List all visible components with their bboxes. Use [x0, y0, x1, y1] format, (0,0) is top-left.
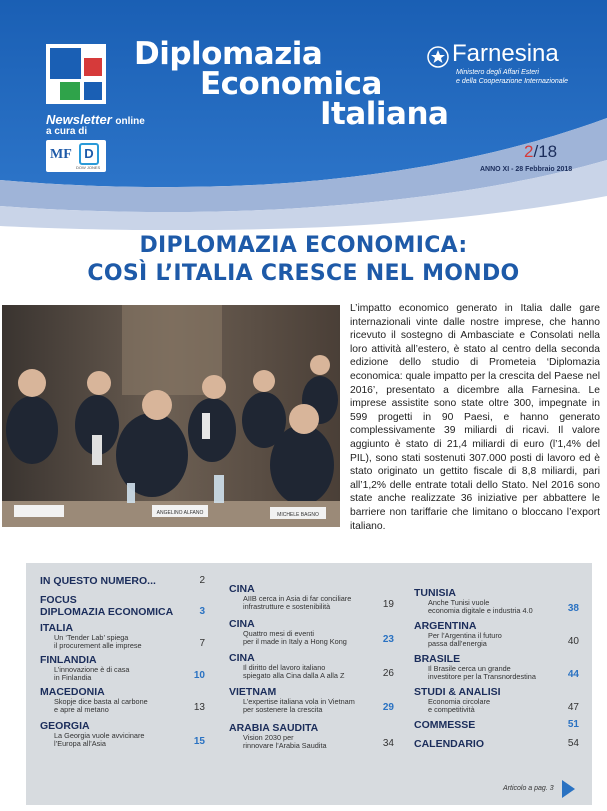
issue-date: ANNO XI - 28 Febbraio 2018 — [480, 166, 573, 173]
toc-entry-description: Quattro mesi di eventi per il made in Italy a Hong Kong — [243, 629, 347, 647]
headline — [0, 232, 607, 288]
toc-entry-page: 15 — [193, 736, 205, 747]
masthead-line-3: Italiana — [320, 96, 449, 132]
toc-entry[interactable] — [40, 575, 205, 587]
toc-entry-page: 10 — [193, 670, 205, 681]
masthead-line-2: Economica — [200, 66, 382, 102]
ministry-subtitle-line-2: e della Cooperazione Internazionale — [456, 78, 569, 85]
table-of-contents — [26, 563, 592, 805]
toc-entry-title: ARABIA SAUDITA — [229, 722, 319, 734]
toc-entry-page: 7 — [199, 638, 205, 649]
toc-entry-description: Per l’Argentina il futuro passa dall’energia — [428, 631, 502, 649]
toc-entry-description: Il Brasile cerca un grande investitore per la Transnordestina — [428, 664, 536, 682]
toc-entry-title: ITALIA — [40, 622, 74, 634]
toc-entry[interactable] — [40, 654, 205, 683]
toc-entry-description: Skopje dice basta al carbone e apre al metano — [54, 697, 148, 715]
toc-entry-description: La Georgia vuole avvicinare l’Europa all’Asia — [54, 731, 145, 749]
nameplate-1: ANGELINO ALFANO — [156, 510, 204, 516]
toc-entry-description: Economia circolare e competitività — [428, 697, 491, 715]
toc-entry-title: GEORGIA — [40, 720, 90, 732]
toc-entry-title: FOCUS DIPLOMAZIA ECONOMICA — [40, 594, 174, 618]
toc-entry[interactable] — [414, 653, 579, 682]
toc-entry-description: L’expertise italiana vola in Vietnam per sostenere la crescita — [243, 697, 355, 715]
issue-year: /18 — [533, 142, 558, 161]
toc-entry-title: TUNISIA — [414, 587, 456, 599]
toc-entry-page: 47 — [567, 702, 579, 713]
toc-entry-page: 44 — [567, 669, 579, 680]
dow-jones-caption: DOW JONES — [76, 165, 101, 170]
lead-article: L’impatto economico generato in Italia dalle gare internazionali vinte dalle nostre imprese, che hanno ricevuto il sostegno di Ambasciate e Consolati nella loro attività all’estero, è stato al centro della seconda edizione dello studio di Prometeia ‘Diplomazia economica: quale impatto per la crescita del Paese nel 2016’, presentato a dicembre alla Farnesina. Le imprese assistite sono state oltre 300, impegnate in 599 progetti in 90 Paesi, e hanno generato complessivamente 39 miliardi di ricavi. Il valore aggiunto è stato di 21,4 miliardi di euro (l’1,4% del PIL), sono stati sostenuti 307.000 posti di lavoro ed è stato originato un gettito fiscale di 8,8 miliardi, pari all’1,2% delle entrate totali dello Stato. Nel 2016 sono state anche realizzate 36 iniziative per abbattere le barriere non tariffarie che limitano o bloccano l’export italiano. — [350, 303, 600, 532]
newsletter-label — [46, 112, 145, 127]
toc-entry-page: 26 — [382, 668, 394, 679]
issue-number-value: 2 — [524, 142, 534, 161]
toc-entry-description: Un ‘Tender Lab’ spiega il procurement alle imprese — [54, 633, 142, 651]
toc-entry[interactable] — [40, 720, 205, 749]
toc-entry[interactable] — [229, 722, 394, 751]
toc-entry[interactable] — [229, 652, 394, 681]
conference-photo — [2, 305, 340, 527]
ministry-subtitle-line-1: Ministero degli Affari Esteri — [456, 69, 539, 76]
toc-entry-title: MACEDONIA — [40, 686, 105, 698]
toc-entry-description: Il diritto del lavoro italiano spiegato alla Cina dalla A alla Z — [243, 663, 345, 681]
ministry-subtitle — [456, 68, 568, 86]
toc-entry-title: COMMESSE — [414, 719, 476, 731]
toc-entry[interactable] — [229, 686, 394, 715]
toc-entry-description: AIIB cerca in Asia di far conciliare infrastrutture e sostenibilità — [243, 594, 352, 612]
toc-entry-page: 38 — [567, 603, 579, 614]
d-logo-text: D — [79, 143, 99, 165]
toc-entry-title: VIETNAM — [229, 686, 277, 698]
toc-entry-title: CINA — [229, 652, 255, 664]
toc-entry-page: 13 — [193, 702, 205, 713]
toc-entry[interactable] — [414, 587, 579, 616]
toc-entry-title: CINA — [229, 618, 255, 630]
a-cura-di-label: a cura di — [46, 126, 88, 137]
ministry-name: Farnesina — [452, 40, 559, 67]
continue-note: Articolo a pag. 3 — [503, 785, 554, 792]
online-word: online — [115, 116, 145, 127]
toc-entry-page: 2 — [199, 575, 205, 586]
nameplate-2: MICHELE BAGNO — [277, 512, 319, 518]
toc-entry-description: L’innovazione è di casa in Finlandia — [54, 665, 130, 683]
toc-entry-page: 3 — [199, 606, 205, 617]
partner-logo — [46, 140, 106, 172]
next-page-arrow-icon[interactable] — [562, 780, 575, 798]
toc-entry[interactable] — [229, 618, 394, 647]
mf-logo-text: MF — [50, 147, 72, 162]
toc-entry[interactable] — [414, 686, 579, 715]
toc-entry-page: 34 — [382, 738, 394, 749]
toc-entry-page: 40 — [567, 636, 579, 647]
toc-entry-title: CALENDARIO — [414, 738, 484, 750]
toc-entry-title: STUDI & ANALISI — [414, 686, 501, 698]
toc-entry[interactable] — [40, 622, 205, 651]
toc-entry[interactable] — [414, 738, 579, 750]
toc-entry-title: IN QUESTO NUMERO... — [40, 575, 156, 587]
toc-entry-page: 54 — [567, 738, 579, 749]
newsletter-word: Newsletter — [46, 112, 112, 127]
toc-entry-page: 29 — [382, 702, 394, 713]
diplomazia-logo-icon — [46, 44, 106, 104]
italian-emblem-icon — [426, 44, 450, 70]
issue-number — [524, 142, 557, 162]
toc-entry[interactable] — [414, 719, 579, 731]
toc-entry-title: ARGENTINA — [414, 620, 477, 632]
headline-line-1: DIPLOMAZIA ECONOMICA: — [139, 233, 468, 258]
headline-line-2: COSÌ L’ITALIA CRESCE NEL MONDO — [87, 261, 520, 286]
toc-entry-description: Vision 2030 per rinnovare l’Arabia Saudita — [243, 733, 327, 751]
toc-entry-page: 19 — [382, 599, 394, 610]
toc-entry-page: 23 — [382, 634, 394, 645]
toc-entry-title: CINA — [229, 583, 255, 595]
toc-entry-page: 51 — [567, 719, 579, 730]
toc-entry[interactable] — [40, 686, 205, 715]
toc-entry[interactable] — [40, 594, 205, 618]
toc-entry[interactable] — [414, 620, 579, 649]
toc-entry-title: FINLANDIA — [40, 654, 97, 666]
toc-entry-description: Anche Tunisi vuole economia digitale e industria 4.0 — [428, 598, 533, 616]
toc-entry[interactable] — [229, 583, 394, 612]
toc-entry-title: BRASILE — [414, 653, 461, 665]
masthead-line-1: Diplomazia — [134, 36, 323, 72]
